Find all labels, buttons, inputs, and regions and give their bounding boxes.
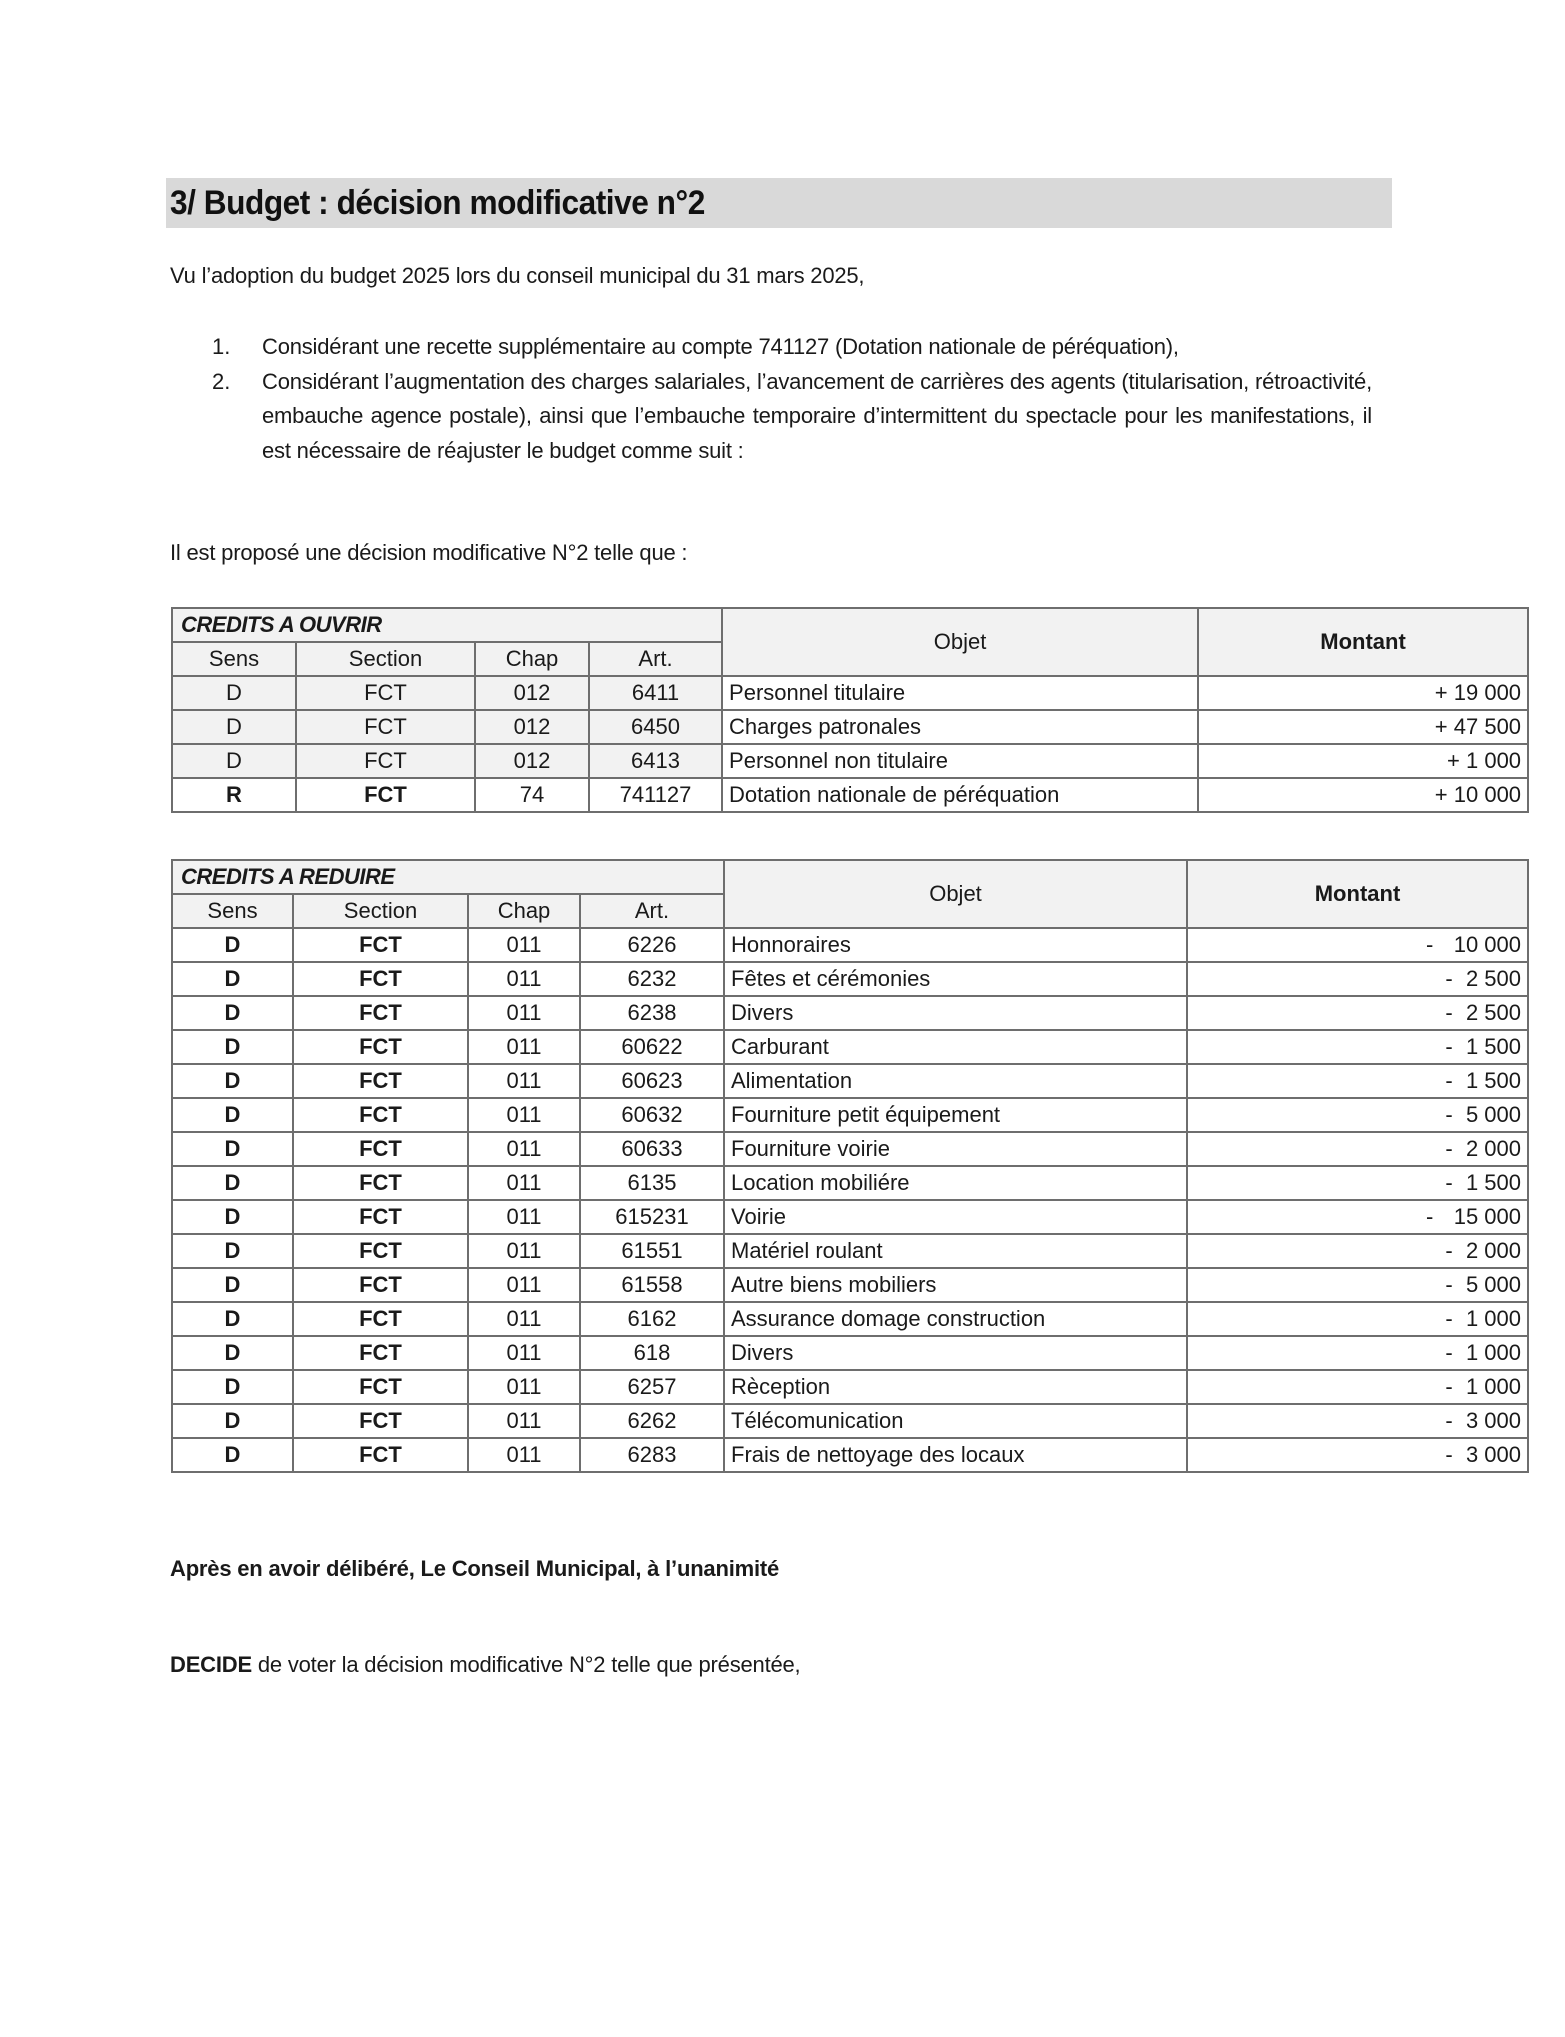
cell-objet: Fêtes et cérémonies xyxy=(724,962,1187,996)
cell-section: FCT xyxy=(293,1166,468,1200)
cell-chap: 011 xyxy=(468,996,580,1030)
amount-value: 2 000 xyxy=(1465,1136,1521,1161)
table-row xyxy=(172,744,1528,778)
cell-objet: Fourniture voirie xyxy=(724,1132,1187,1166)
cell-chap: 011 xyxy=(468,1302,580,1336)
cell-objet: Charges patronales xyxy=(722,710,1198,744)
cell-art: 6257 xyxy=(580,1370,724,1404)
cell-chap: 011 xyxy=(468,1404,580,1438)
list-text: Considérant l’augmentation des charges salariales, l’avancement de carrières des agents (titularisation, rétroactivité, embauche agence postale), ainsi que l’embauche temporaire d’intermittent du spectacle pour les manifestations, il est nécessaire de réajuster le budget comme suit : xyxy=(262,368,1372,463)
amount-value: 1 000 xyxy=(1465,1306,1521,1331)
cell-section: FCT xyxy=(293,1030,468,1064)
cell-sens: D xyxy=(172,1234,293,1268)
cell-sens: D xyxy=(172,1268,293,1302)
cell-section: FCT xyxy=(293,1404,468,1438)
cell-montant: + 10 000 xyxy=(1198,778,1528,812)
amount-sign: - xyxy=(1445,966,1453,991)
cell-sens: D xyxy=(172,1200,293,1234)
cell-montant xyxy=(1187,1336,1528,1370)
amount-sign: - xyxy=(1445,1136,1453,1161)
cell-art: 6411 xyxy=(589,676,722,710)
amount-value: 1 000 xyxy=(1465,1340,1521,1365)
cell-sens: D xyxy=(172,996,293,1030)
cell-objet: Voirie xyxy=(724,1200,1187,1234)
cell-section: FCT xyxy=(293,1200,468,1234)
cell-objet: Divers xyxy=(724,996,1187,1030)
cell-art: 61551 xyxy=(580,1234,724,1268)
table-row xyxy=(172,1370,1528,1404)
cell-chap: 011 xyxy=(468,1336,580,1370)
cell-sens: D xyxy=(172,1336,293,1370)
decision-paragraph xyxy=(170,1647,800,1682)
section-heading: 3/ Budget : décision modificative n°2 xyxy=(170,184,705,222)
table-row xyxy=(172,1302,1528,1336)
table-row xyxy=(172,778,1528,812)
list-number: 1. xyxy=(212,334,231,359)
amount-value: 15 000 xyxy=(1453,1204,1521,1229)
cell-chap: 011 xyxy=(468,1234,580,1268)
cell-montant xyxy=(1187,1030,1528,1064)
table-row xyxy=(172,1336,1528,1370)
cell-chap: 012 xyxy=(475,744,589,778)
table-row xyxy=(172,1030,1528,1064)
table-row xyxy=(172,996,1528,1030)
table-row xyxy=(172,1438,1528,1472)
cell-art: 6226 xyxy=(580,928,724,962)
cell-montant xyxy=(1187,1404,1528,1438)
cell-objet: Fourniture petit équipement xyxy=(724,1098,1187,1132)
cell-objet: Assurance domage construction xyxy=(724,1302,1187,1336)
cell-art: 6232 xyxy=(580,962,724,996)
cell-chap: 011 xyxy=(468,1166,580,1200)
cell-section: FCT xyxy=(296,778,475,812)
cell-art: 61558 xyxy=(580,1268,724,1302)
table-row xyxy=(172,1166,1528,1200)
cell-section: FCT xyxy=(293,962,468,996)
cell-sens: D xyxy=(172,1098,293,1132)
amount-sign: - xyxy=(1426,932,1434,957)
cell-objet: Personnel titulaire xyxy=(722,676,1198,710)
cell-sens: D xyxy=(172,1438,293,1472)
amount-sign: - xyxy=(1445,1000,1453,1025)
decision-text: de voter la décision modificative N°2 telle que présentée, xyxy=(251,1652,801,1677)
cell-sens: R xyxy=(172,778,296,812)
cell-objet: Matériel roulant xyxy=(724,1234,1187,1268)
amount-value: 5 000 xyxy=(1465,1102,1521,1127)
amount-value: 2 000 xyxy=(1465,1238,1521,1263)
cell-montant xyxy=(1187,1302,1528,1336)
cell-chap: 011 xyxy=(468,962,580,996)
table-row xyxy=(172,962,1528,996)
cell-chap: 011 xyxy=(468,1064,580,1098)
cell-chap: 011 xyxy=(468,928,580,962)
cell-sens: D xyxy=(172,744,296,778)
cell-montant xyxy=(1187,928,1528,962)
cell-section: FCT xyxy=(293,928,468,962)
cell-chap: 012 xyxy=(475,676,589,710)
table-row xyxy=(172,928,1528,962)
column-header-art: Art. xyxy=(589,642,722,676)
cell-art: 6135 xyxy=(580,1166,724,1200)
cell-section: FCT xyxy=(293,1064,468,1098)
column-header-montant: Montant xyxy=(1187,860,1528,928)
cell-objet: Autre biens mobiliers xyxy=(724,1268,1187,1302)
column-header-montant: Montant xyxy=(1198,608,1528,676)
amount-value: 1 500 xyxy=(1465,1170,1521,1195)
table-row xyxy=(172,1200,1528,1234)
cell-sens: D xyxy=(172,1132,293,1166)
cell-objet: Carburant xyxy=(724,1030,1187,1064)
proposal-paragraph: Il est proposé une décision modificative N°2 telle que : xyxy=(170,540,688,565)
amount-value: 3 000 xyxy=(1465,1442,1521,1467)
deliberation-paragraph: Après en avoir délibéré, Le Conseil Municipal, à l’unanimité xyxy=(170,1556,780,1581)
credits-a-ouvrir-table xyxy=(171,607,1529,813)
cell-art: 741127 xyxy=(589,778,722,812)
cell-chap: 012 xyxy=(475,710,589,744)
cell-chap: 011 xyxy=(468,1438,580,1472)
column-header-sens: Sens xyxy=(172,642,296,676)
cell-art: 6413 xyxy=(589,744,722,778)
table-row xyxy=(172,676,1528,710)
cell-section: FCT xyxy=(293,1268,468,1302)
cell-section: FCT xyxy=(293,1098,468,1132)
table-row xyxy=(172,1404,1528,1438)
cell-montant xyxy=(1187,1234,1528,1268)
cell-objet: Dotation nationale de péréquation xyxy=(722,778,1198,812)
cell-sens: D xyxy=(172,710,296,744)
column-header-art: Art. xyxy=(580,894,724,928)
cell-montant: + 1 000 xyxy=(1198,744,1528,778)
cell-sens: D xyxy=(172,962,293,996)
table-row xyxy=(172,1098,1528,1132)
cell-section: FCT xyxy=(293,1132,468,1166)
column-header-section: Section xyxy=(293,894,468,928)
cell-art: 60632 xyxy=(580,1098,724,1132)
cell-art: 6450 xyxy=(589,710,722,744)
cell-chap: 011 xyxy=(468,1370,580,1404)
cell-art: 6162 xyxy=(580,1302,724,1336)
cell-art: 60623 xyxy=(580,1064,724,1098)
cell-section: FCT xyxy=(293,1302,468,1336)
cell-sens: D xyxy=(172,1404,293,1438)
amount-sign: - xyxy=(1445,1068,1453,1093)
cell-section: FCT xyxy=(296,744,475,778)
cell-chap: 74 xyxy=(475,778,589,812)
cell-sens: D xyxy=(172,1064,293,1098)
cell-montant: + 47 500 xyxy=(1198,710,1528,744)
column-header-section: Section xyxy=(296,642,475,676)
cell-art: 6238 xyxy=(580,996,724,1030)
cell-sens: D xyxy=(172,928,293,962)
column-header-chap: Chap xyxy=(468,894,580,928)
cell-art: 615231 xyxy=(580,1200,724,1234)
cell-art: 6262 xyxy=(580,1404,724,1438)
cell-montant xyxy=(1187,1132,1528,1166)
cell-section: FCT xyxy=(296,710,475,744)
table-row xyxy=(172,1064,1528,1098)
cell-section: FCT xyxy=(293,1336,468,1370)
amount-sign: - xyxy=(1445,1442,1453,1467)
column-header-objet: Objet xyxy=(724,860,1187,928)
cell-section: FCT xyxy=(293,1438,468,1472)
amount-sign: - xyxy=(1445,1170,1453,1195)
cell-objet: Location mobiliére xyxy=(724,1166,1187,1200)
cell-montant xyxy=(1187,1064,1528,1098)
cell-chap: 011 xyxy=(468,1268,580,1302)
cell-chap: 011 xyxy=(468,1098,580,1132)
cell-montant xyxy=(1187,1098,1528,1132)
table-row xyxy=(172,1234,1528,1268)
amount-value: 1 000 xyxy=(1465,1374,1521,1399)
amount-value: 10 000 xyxy=(1453,932,1521,957)
cell-sens: D xyxy=(172,1166,293,1200)
table-title: CREDITS A OUVRIR xyxy=(172,608,722,642)
cell-art: 6283 xyxy=(580,1438,724,1472)
considerations-list xyxy=(212,330,1372,468)
table-row xyxy=(172,1268,1528,1302)
cell-section: FCT xyxy=(296,676,475,710)
amount-value: 2 500 xyxy=(1465,966,1521,991)
cell-art: 60622 xyxy=(580,1030,724,1064)
cell-sens: D xyxy=(172,1030,293,1064)
column-header-sens: Sens xyxy=(172,894,293,928)
cell-montant xyxy=(1187,962,1528,996)
cell-objet: Télécomunication xyxy=(724,1404,1187,1438)
cell-objet: Personnel non titulaire xyxy=(722,744,1198,778)
cell-chap: 011 xyxy=(468,1132,580,1166)
amount-value: 1 500 xyxy=(1465,1068,1521,1093)
amount-sign: - xyxy=(1445,1238,1453,1263)
amount-value: 3 000 xyxy=(1465,1408,1521,1433)
cell-objet: Alimentation xyxy=(724,1064,1187,1098)
cell-montant xyxy=(1187,1166,1528,1200)
cell-montant xyxy=(1187,1268,1528,1302)
cell-montant xyxy=(1187,996,1528,1030)
cell-objet: Divers xyxy=(724,1336,1187,1370)
table-row xyxy=(172,1132,1528,1166)
table-row xyxy=(172,710,1528,744)
cell-sens: D xyxy=(172,676,296,710)
amount-sign: - xyxy=(1445,1374,1453,1399)
intro-paragraph: Vu l’adoption du budget 2025 lors du conseil municipal du 31 mars 2025, xyxy=(170,263,865,288)
cell-sens: D xyxy=(172,1370,293,1404)
amount-sign: - xyxy=(1426,1204,1434,1229)
cell-montant xyxy=(1187,1370,1528,1404)
list-item xyxy=(212,365,1372,469)
cell-objet: Frais de nettoyage des locaux xyxy=(724,1438,1187,1472)
column-header-objet: Objet xyxy=(722,608,1198,676)
amount-value: 1 500 xyxy=(1465,1034,1521,1059)
cell-chap: 011 xyxy=(468,1200,580,1234)
cell-montant xyxy=(1187,1200,1528,1234)
cell-sens: D xyxy=(172,1302,293,1336)
amount-sign: - xyxy=(1445,1306,1453,1331)
cell-objet: Rèception xyxy=(724,1370,1187,1404)
amount-sign: - xyxy=(1445,1340,1453,1365)
cell-section: FCT xyxy=(293,996,468,1030)
cell-art: 618 xyxy=(580,1336,724,1370)
list-item xyxy=(212,330,1372,365)
amount-sign: - xyxy=(1445,1272,1453,1297)
column-header-chap: Chap xyxy=(475,642,589,676)
list-number: 2. xyxy=(212,368,231,394)
amount-value: 5 000 xyxy=(1465,1272,1521,1297)
cell-section: FCT xyxy=(293,1234,468,1268)
cell-montant: + 19 000 xyxy=(1198,676,1528,710)
amount-sign: - xyxy=(1445,1102,1453,1127)
cell-chap: 011 xyxy=(468,1030,580,1064)
decision-keyword: DECIDE xyxy=(170,1652,252,1677)
cell-section: FCT xyxy=(293,1370,468,1404)
cell-objet: Honnoraires xyxy=(724,928,1187,962)
amount-value: 2 500 xyxy=(1465,1000,1521,1025)
credits-a-reduire-table xyxy=(171,859,1529,1473)
amount-sign: - xyxy=(1445,1408,1453,1433)
table-title: CREDITS A REDUIRE xyxy=(172,860,724,894)
cell-montant xyxy=(1187,1438,1528,1472)
amount-sign: - xyxy=(1445,1034,1453,1059)
cell-art: 60633 xyxy=(580,1132,724,1166)
list-text: Considérant une recette supplémentaire au compte 741127 (Dotation nationale de péréquation), xyxy=(262,334,1179,359)
